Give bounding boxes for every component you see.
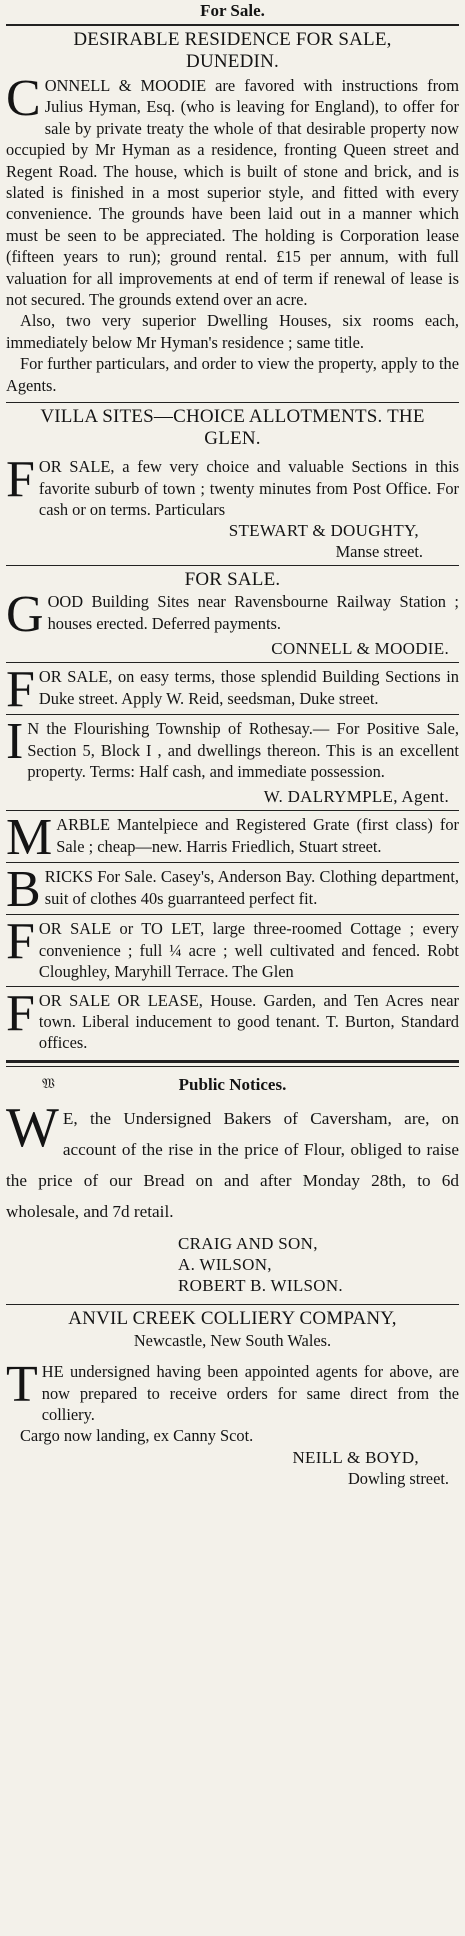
ad-bricks: [6, 861, 459, 919]
drop-cap: F: [6, 984, 35, 1042]
ad-heading: ANVIL CREEK COLLIERY COMPANY,: [68, 1307, 397, 1329]
notice-signatures: [6, 1233, 459, 1296]
divider: [6, 986, 459, 987]
signature-line: CRAIG AND SON,: [178, 1233, 318, 1253]
ad-text: OOD Building Sites near Ravensbourne Railway Station ; houses erected. Deferred payments.: [47, 592, 459, 633]
divider: [6, 402, 459, 403]
ornament-mark: 𝔚: [42, 1076, 55, 1092]
divider: [6, 914, 459, 915]
ad-body: [6, 713, 459, 782]
drop-cap: M: [6, 809, 53, 867]
drop-cap: I: [6, 713, 24, 771]
notice-body: [6, 1096, 459, 1227]
ad-body: [6, 809, 459, 867]
ad-text: OR SALE, on easy terms, those splendid Building Sections in Duke street. Apply W. Reid, seedsman, Duke street.: [38, 667, 459, 708]
ad-body: [6, 1356, 459, 1425]
signature-line: ROBERT B. WILSON.: [178, 1275, 343, 1295]
signature-line: A. WILSON,: [178, 1254, 272, 1274]
drop-cap: B: [6, 861, 41, 919]
ad-anvil-creek: [6, 1308, 459, 1489]
public-notices-section: [6, 1073, 459, 1296]
ad-heading: DESIRABLE RESIDENCE FOR SALE, DUNEDIN.: [73, 29, 392, 72]
ad-paragraph: Also, two very superior Dwelling Houses, six rooms each, immediately below Mr Hyman's residence ; same title.: [6, 311, 459, 352]
section-divider: [6, 1060, 459, 1067]
ad-heading: VILLA SITES—CHOICE ALLOTMENTS. THE GLEN.: [40, 406, 425, 450]
drop-cap: F: [6, 661, 35, 719]
drop-cap: W: [6, 1096, 59, 1159]
drop-cap: F: [6, 451, 35, 509]
ad-signature: NEILL & BOYD,: [292, 1447, 419, 1467]
divider: [6, 810, 459, 811]
ad-residence-dunedin: [6, 29, 459, 396]
divider: [6, 1304, 459, 1305]
section-title: For Sale.: [200, 1, 265, 20]
ad-text: OR SALE OR LEASE, House. Garden, and Ten Acres near town. Liberal inducement to good tenant. T. Burton, Standard offices.: [38, 990, 459, 1053]
ad-heading: FOR SALE.: [184, 569, 281, 591]
ad-body: [6, 586, 459, 644]
ad-text: OR SALE, a few very choice and valuable Sections in this favorite suburb of town ; twenty minutes from Post Office. For cash or on terms. Particulars: [38, 457, 459, 519]
ad-address: Manse street.: [335, 542, 423, 562]
divider: [6, 565, 459, 566]
drop-cap: G: [6, 586, 44, 644]
ad-villa-sites: [6, 406, 459, 562]
ad-body: [6, 70, 459, 310]
drop-cap: C: [6, 70, 41, 127]
divider: [6, 862, 459, 863]
ad-text: ONNELL & MOODIE are favored with instructions from Julius Hyman, Esq. (who is leaving for England), to offer for sale by private treaty the whole of that desirable property now occupied by Mr Hyman as a residence, fronting Queen street and Regent Road. The house, which is built of stone and brick, and is slated is finished in a most superior style, and fitted with every convenience. The grounds have been laid out in a manner which must be seen to be appreciated. The holding is Corporation lease (fifteen years to run); ground rental. £15 per annum, with full valuation for all improvements at end of term if renewal of lease is not secured. The grounds extend over an acre.: [6, 76, 459, 310]
ad-signature: CONNELL & MOODIE.: [271, 639, 449, 659]
ad-body: [6, 984, 459, 1054]
ad-cottage: [6, 913, 459, 982]
ad-subheading: Newcastle, New South Wales.: [133, 1330, 332, 1350]
ad-text: OR SALE or TO LET, large three-roomed Cottage ; every convenience ; full ¼ acre ; well cultivated and fenced. Robt Cloughley, Maryhill Terrace. The Glen: [38, 919, 459, 982]
ad-body: [6, 661, 459, 719]
ad-text: HE undersigned having been appointed agents for above, are now prepared to receive orders for same direct from the colliery.: [41, 1362, 459, 1424]
ad-body: [6, 913, 459, 982]
ad-building-sites: [6, 569, 459, 659]
drop-cap: T: [6, 1356, 38, 1414]
ad-address: Dowling street.: [347, 1468, 449, 1488]
notice-text: E, the Undersigned Bakers of Caversham, are, on account of the rise in the price of Flour, obliged to raise the price of our Bread on and after Monday 28th, to 6d wholesale, and 7d retail.: [6, 1108, 459, 1221]
ad-signature: STEWART & DOUGHTY,: [228, 521, 419, 541]
ad-paragraph: Cargo now landing, ex Canny Scot.: [20, 1426, 254, 1446]
ad-text: N the Flourishing Township of Rothesay.— For Positive Sale, Section 5, Block I , and dwellings thereon. This is an excellent property. Terms: Half cash, and immediate possession.: [27, 719, 459, 781]
ad-text: ARBLE Mantelpiece and Registered Grate (first class) for Sale ; cheap—new. Harris Friedlich, Stuart street.: [56, 815, 459, 856]
ad-text: RICKS For Sale. Casey's, Anderson Bay. Clothing department, suit of clothes 40s guarranteed perfect fit.: [44, 867, 459, 908]
drop-cap: F: [6, 913, 35, 971]
ad-duke-street: [6, 661, 459, 719]
ad-signature: W. DALRYMPLE, Agent.: [263, 787, 449, 807]
divider: [6, 714, 459, 715]
ad-body: [6, 861, 459, 919]
ad-house-garden: [6, 984, 459, 1054]
ad-rothesay: [6, 713, 459, 807]
section-title: Public Notices.: [178, 1074, 287, 1094]
ad-paragraph: For further particulars, and order to view the property, apply to the Agents.: [6, 354, 459, 395]
ad-body: [6, 451, 459, 520]
divider: [6, 24, 459, 26]
ad-marble-mantelpiece: [6, 809, 459, 867]
divider: [6, 662, 459, 663]
